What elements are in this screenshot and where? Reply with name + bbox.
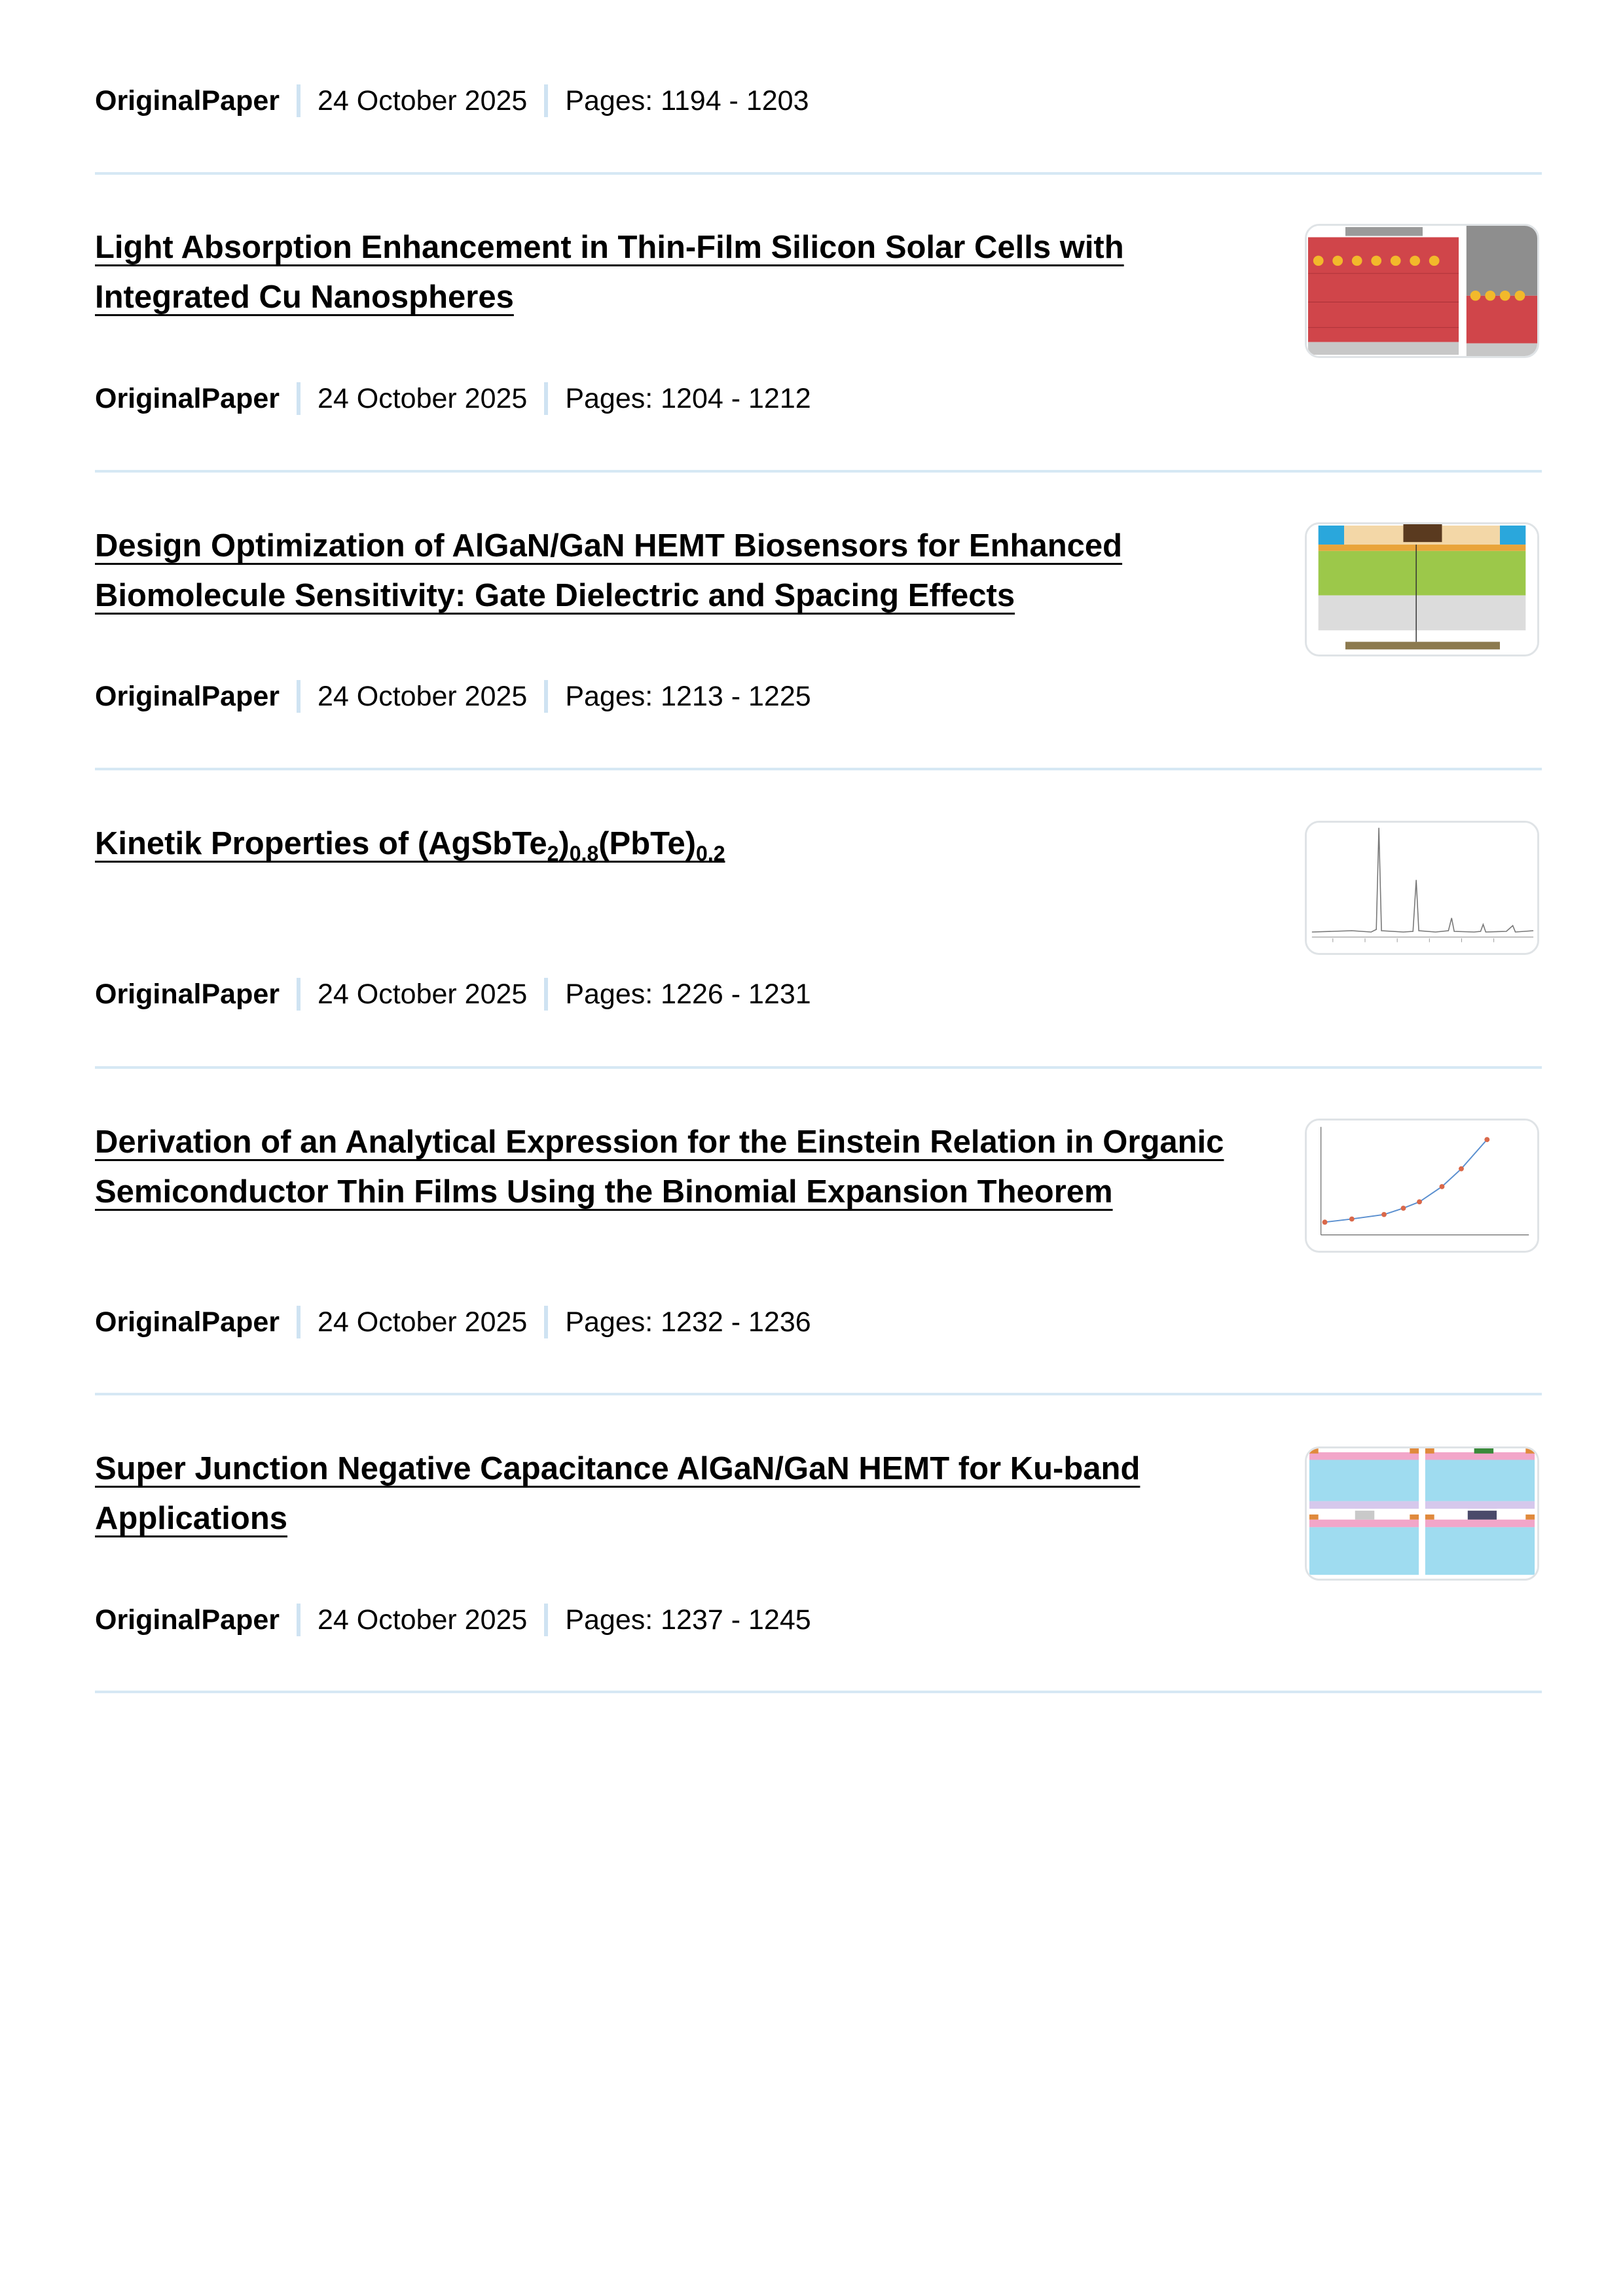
article-meta bbox=[95, 379, 811, 418]
article-pages: Pages: 1232 - 1236 bbox=[565, 1306, 811, 1338]
article-pages: Pages: 1213 - 1225 bbox=[565, 680, 811, 712]
hemt-biosensor-figure-thumbnail[interactable] bbox=[1305, 522, 1539, 656]
meta-separator bbox=[544, 84, 548, 117]
article-title bbox=[95, 223, 1234, 322]
title-text: (PbTe) bbox=[598, 826, 697, 861]
title-subscript: 0.2 bbox=[696, 842, 725, 865]
article-title-link[interactable]: Super Junction Negative Capacitance AlGaN/GaN HEMT for Ku-band Applications bbox=[95, 1451, 1140, 1536]
meta-separator bbox=[544, 680, 548, 713]
article-date: 24 October 2025 bbox=[317, 84, 528, 117]
article-pages: Pages: 1226 - 1231 bbox=[565, 978, 811, 1010]
article-title bbox=[95, 819, 1234, 869]
divider bbox=[95, 1066, 1542, 1069]
article-meta bbox=[95, 81, 809, 120]
article-date: 24 October 2025 bbox=[317, 680, 528, 712]
title-subscript: 2 bbox=[547, 842, 559, 865]
solar-cell-figure-thumbnail[interactable] bbox=[1305, 224, 1539, 358]
meta-separator bbox=[297, 382, 301, 415]
article-meta bbox=[95, 1302, 811, 1342]
meta-separator bbox=[297, 680, 301, 713]
article-type: OriginalPaper bbox=[95, 84, 280, 117]
article-title bbox=[95, 1444, 1234, 1543]
article-date: 24 October 2025 bbox=[317, 1306, 528, 1338]
meta-separator bbox=[544, 1604, 548, 1636]
meta-separator bbox=[544, 978, 548, 1011]
article-meta bbox=[95, 1600, 811, 1640]
article-type: OriginalPaper bbox=[95, 680, 280, 712]
divider bbox=[95, 1691, 1542, 1693]
article-title-link[interactable]: Light Absorption Enhancement in Thin-Film Silicon Solar Cells with Integrated Cu Nanospheres bbox=[95, 230, 1124, 315]
article-pages: Pages: 1237 - 1245 bbox=[565, 1604, 811, 1636]
article-date: 24 October 2025 bbox=[317, 978, 528, 1010]
article-title-link[interactable]: Design Optimization of AlGaN/GaN HEMT Biosensors for Enhanced Biomolecule Sensitivity: Gate Dielectric and Spacing Effects bbox=[95, 528, 1123, 613]
xrd-pattern-figure-thumbnail[interactable] bbox=[1305, 821, 1539, 955]
divider bbox=[95, 768, 1542, 770]
divider bbox=[95, 1393, 1542, 1395]
article-date: 24 October 2025 bbox=[317, 382, 528, 414]
super-junction-hemt-figure-thumbnail[interactable] bbox=[1305, 1446, 1539, 1581]
article-type: OriginalPaper bbox=[95, 978, 280, 1010]
title-text: Kinetik Properties of (AgSbTe bbox=[95, 826, 547, 861]
title-subscript: 0.8 bbox=[569, 842, 599, 865]
meta-separator bbox=[297, 1306, 301, 1338]
article-title-link[interactable]: Derivation of an Analytical Expression for the Einstein Relation in Organic Semiconductor Thin Films Using the Binomial Expansion Theorem bbox=[95, 1124, 1224, 1210]
article-title-link[interactable] bbox=[95, 826, 725, 865]
article-pages: Pages: 1204 - 1212 bbox=[565, 382, 811, 414]
article-title bbox=[95, 521, 1234, 620]
article-type: OriginalPaper bbox=[95, 382, 280, 414]
article-type: OriginalPaper bbox=[95, 1604, 280, 1636]
divider bbox=[95, 470, 1542, 473]
meta-separator bbox=[297, 1604, 301, 1636]
article-date: 24 October 2025 bbox=[317, 1604, 528, 1636]
divider bbox=[95, 172, 1542, 175]
article-pages: Pages: 1194 - 1203 bbox=[565, 84, 809, 117]
meta-separator bbox=[297, 84, 301, 117]
einstein-relation-figure-thumbnail[interactable] bbox=[1305, 1119, 1539, 1253]
article-meta bbox=[95, 975, 811, 1014]
title-text: ) bbox=[558, 826, 570, 861]
meta-separator bbox=[544, 382, 548, 415]
article-title bbox=[95, 1117, 1234, 1217]
meta-separator bbox=[297, 978, 301, 1011]
article-meta bbox=[95, 677, 811, 716]
meta-separator bbox=[544, 1306, 548, 1338]
article-type: OriginalPaper bbox=[95, 1306, 280, 1338]
